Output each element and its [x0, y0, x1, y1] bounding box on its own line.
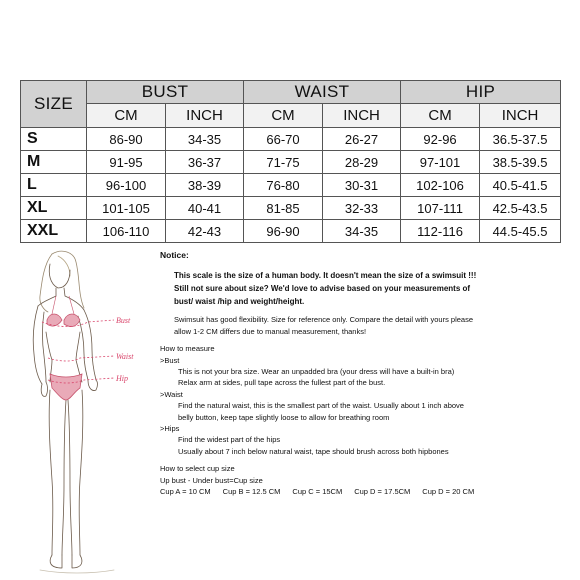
table-cell: 96-90 — [244, 220, 323, 243]
waist-label: Waist — [116, 352, 134, 361]
table-row — [21, 174, 561, 197]
notice-line: bust/ waist /hip and weight/height. — [174, 297, 305, 307]
table-row — [21, 151, 561, 174]
flex-line: allow 1-2 CM differs due to manual measurement, thanks! — [174, 326, 367, 336]
table-cell: 32-33 — [323, 197, 401, 220]
cup-formula: Up bust - Under bust=Cup size — [160, 475, 263, 485]
cup-size-heading: How to select cup size — [160, 464, 235, 474]
unit-header: INCH — [166, 104, 244, 128]
table-row — [21, 128, 561, 151]
cup-size-item: Cup C = 15CM — [292, 487, 343, 497]
unit-header: CM — [401, 104, 480, 128]
table-cell: 81-85 — [244, 197, 323, 220]
table-cell: 44.5-45.5 — [480, 220, 561, 243]
flex-line: Swimsuit has good flexibility. Size for reference only. Compare the detail with yours please — [174, 315, 474, 325]
table-row — [21, 220, 561, 243]
table-cell: 92-96 — [401, 128, 480, 151]
waist-line: Find the natural waist, this is the smallest part of the waist. Usually about 1 inch above — [178, 401, 464, 411]
table-cell: 102-106 — [401, 174, 480, 197]
bust-header: BUST — [87, 81, 244, 104]
cup-size-item: Cup B = 12.5 CM — [222, 487, 281, 497]
table-cell: 26-27 — [323, 128, 401, 151]
cup-size-item: Cup A = 10 CM — [160, 487, 211, 497]
notice-line: This scale is the size of a human body. It doesn't mean the size of a swimsuit !!! — [174, 271, 477, 281]
size-label: XXL — [21, 220, 87, 243]
table-cell: 107-111 — [401, 197, 480, 220]
hip-header: HIP — [401, 81, 561, 104]
table-cell: 66-70 — [244, 128, 323, 151]
notice-text — [160, 250, 570, 498]
size-label: XL — [21, 197, 87, 220]
unit-header: CM — [87, 104, 166, 128]
unit-header: CM — [244, 104, 323, 128]
table-cell: 38-39 — [166, 174, 244, 197]
table-cell: 71-75 — [244, 151, 323, 174]
how-to-measure-heading: How to measure — [160, 344, 215, 354]
cup-size-item: Cup D = 20 CM — [422, 487, 475, 497]
size-header: SIZE — [21, 81, 87, 128]
table-cell: 28-29 — [323, 151, 401, 174]
table-cell: 36.5-37.5 — [480, 128, 561, 151]
table-cell: 91-95 — [87, 151, 166, 174]
table-cell: 38.5-39.5 — [480, 151, 561, 174]
size-label: M — [21, 151, 87, 174]
notice-line: Still not sure about size? We'd love to advise based on your measurements of — [174, 284, 471, 294]
table-cell: 112-116 — [401, 220, 480, 243]
waist-heading: >Waist — [160, 389, 183, 399]
table-cell: 30-31 — [323, 174, 401, 197]
bust-heading: >Bust — [160, 355, 180, 365]
bust-line: Relax arm at sides, pull tape across the fullest part of the bust. — [178, 378, 386, 388]
hips-line: Usually about 7 inch below natural waist, tape should brush across both hipbones — [178, 446, 449, 456]
hip-label: Hip — [116, 374, 128, 383]
table-cell: 101-105 — [87, 197, 166, 220]
table-cell: 40-41 — [166, 197, 244, 220]
table-row — [21, 197, 561, 220]
cup-size-item: Cup D = 17.5CM — [354, 487, 411, 497]
hips-line: Find the widest part of the hips — [178, 435, 281, 445]
table-cell: 76-80 — [244, 174, 323, 197]
table-cell: 40.5-41.5 — [480, 174, 561, 197]
table-cell: 42-43 — [166, 220, 244, 243]
size-chart-table — [20, 80, 561, 243]
waist-line: belly button, keep tape slightly loose to allow for breathing room — [178, 412, 390, 422]
table-cell: 34-35 — [166, 128, 244, 151]
table-cell: 106-110 — [87, 220, 166, 243]
table-cell: 96-100 — [87, 174, 166, 197]
unit-header: INCH — [480, 104, 561, 128]
size-label: S — [21, 128, 87, 151]
bust-line: This is not your bra size. Wear an unpadded bra (your dress will have a built-in bra) — [178, 367, 455, 377]
notice-title: Notice: — [160, 250, 189, 260]
unit-header: INCH — [323, 104, 401, 128]
waist-header: WAIST — [244, 81, 401, 104]
body-measurement-illustration — [22, 250, 152, 575]
table-cell: 86-90 — [87, 128, 166, 151]
bust-label: Bust — [116, 316, 131, 325]
cup-size-list — [160, 486, 570, 497]
table-cell: 34-35 — [323, 220, 401, 243]
table-cell: 97-101 — [401, 151, 480, 174]
table-cell: 36-37 — [166, 151, 244, 174]
hips-heading: >Hips — [160, 424, 180, 434]
size-label: L — [21, 174, 87, 197]
table-cell: 42.5-43.5 — [480, 197, 561, 220]
